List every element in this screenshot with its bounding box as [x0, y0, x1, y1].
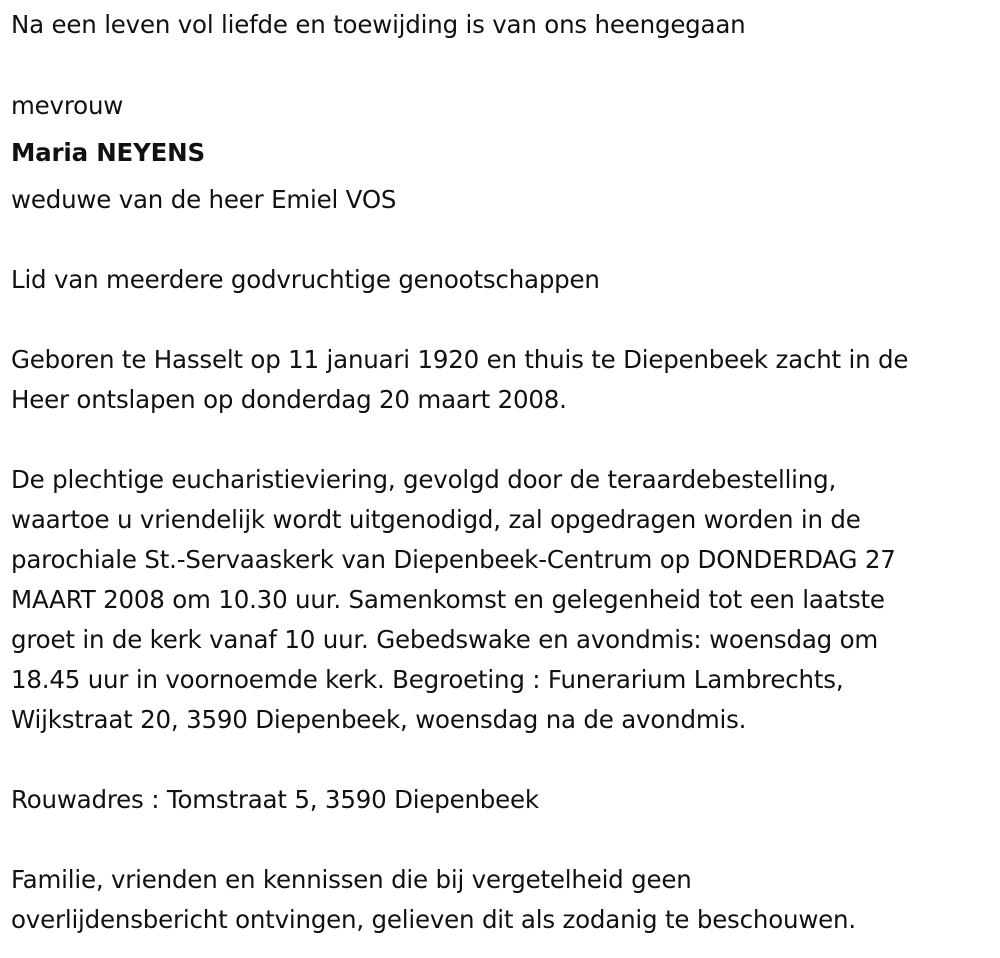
- ceremony-line-2: waartoe u vriendelijk wordt uitgenodigd, zal opgedragen worden in de: [11, 505, 861, 534]
- ceremony-line-4: MAART 2008 om 10.30 uur. Samenkomst en gelegenheid tot een laatste: [11, 585, 885, 614]
- closing-paragraph: [11, 860, 996, 940]
- spacer: [11, 45, 996, 85]
- birth-death-line-1: Geboren te Hasselt op 11 januari 1920 en thuis te Diepenbeek zacht in de: [11, 345, 909, 374]
- ceremony-line-3: parochiale St.-Servaaskerk van Diepenbeek-Centrum op DONDERDAG 27: [11, 545, 896, 574]
- closing-line-1: Familie, vrienden en kennissen die bij vergetelheid geen: [11, 865, 692, 894]
- spacer: [11, 220, 996, 260]
- title-prefix: mevrouw: [11, 91, 124, 120]
- spacer: [11, 820, 996, 860]
- spacer: [11, 740, 996, 780]
- spouse-line: weduwe van de heer Emiel VOS: [11, 185, 397, 214]
- mourning-address: Rouwadres : Tomstraat 5, 3590 Diepenbeek: [11, 785, 539, 814]
- ceremony-line-1: De plechtige eucharistieviering, gevolgd door de teraardebestelling,: [11, 465, 837, 494]
- ceremony-line-7: Wijkstraat 20, 3590 Diepenbeek, woensdag na de avondmis.: [11, 705, 747, 734]
- intro-line: Na een leven vol liefde en toewijding is van ons heengegaan: [11, 10, 746, 39]
- closing-line-2: overlijdensbericht ontvingen, gelieven dit als zodanig te beschouwen.: [11, 905, 856, 934]
- ceremony-line-5: groet in de kerk vanaf 10 uur. Gebedswake en avondmis: woensdag om: [11, 625, 879, 654]
- spacer: [11, 420, 996, 460]
- ceremony-line-6: 18.45 uur in voornoemde kerk. Begroeting : Funerarium Lambrechts,: [11, 665, 844, 694]
- birth-death-paragraph: [11, 340, 996, 420]
- membership-line: Lid van meerdere godvruchtige genootschappen: [11, 265, 600, 294]
- death-notice: [11, 5, 996, 940]
- birth-death-line-2: Heer ontslapen op donderdag 20 maart 2008.: [11, 385, 567, 414]
- deceased-name: Maria NEYENS: [11, 138, 205, 167]
- ceremony-paragraph: [11, 460, 996, 740]
- spacer: [11, 300, 996, 340]
